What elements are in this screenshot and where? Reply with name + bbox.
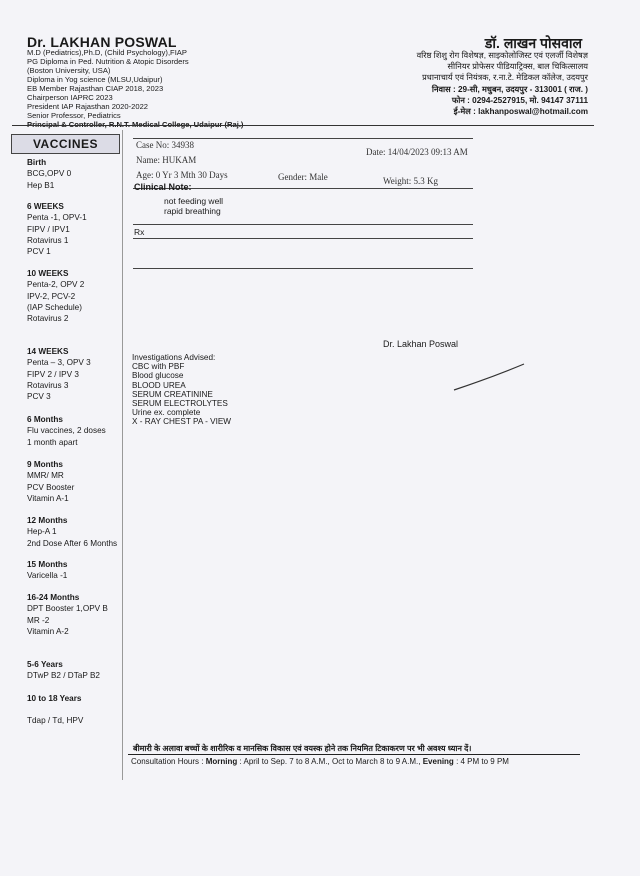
vaccine-item: Varicella -1	[27, 571, 68, 581]
hindi-details	[417, 50, 588, 117]
vaccine-heading: 6 Months	[27, 415, 63, 424]
qualification-line: Senior Professor, Pediatrics	[27, 111, 121, 120]
hindi-line: निवास : 29-सी, मधुबन, उदयपुर - 313001 ( राज. )	[431, 84, 588, 94]
vaccine-group	[27, 659, 100, 682]
vaccine-group	[27, 715, 83, 726]
clinical-note-line: not feeding well	[164, 196, 224, 206]
hindi-line: प्रधानाचार्य एवं नियंत्रक, र.ना.टे. मेडिकल कॉलेज, उदयपुर	[422, 73, 588, 83]
case-number: Case No: 34938	[136, 140, 194, 150]
vaccine-item: PCV 1	[27, 247, 51, 257]
vaccine-heading: 10 WEEKS	[27, 269, 69, 278]
qualification-line: PG Diploma in Ped. Nutrition & Atopic Disorders	[27, 57, 189, 66]
hindi-line: सीनियर प्रोफेसर पीडियाट्रिक्स, बाल चिकित्सालय	[447, 62, 588, 72]
form-line	[133, 268, 473, 269]
hindi-line: वरिष्ठ शिशु रोग विशेषज्ञ, साइकोलोजिस्ट एवं एलर्जी विशेषज्ञ	[416, 51, 588, 60]
vaccine-item: BCG,OPV 0	[27, 169, 72, 179]
vaccine-item: MR -2	[27, 615, 50, 625]
vaccine-item: Penta – 3, OPV 3	[27, 358, 91, 368]
patient-name: Name: HUKAM	[136, 155, 197, 165]
rx-label: Rx	[134, 227, 145, 237]
qualification-line: EB Member Rajasthan CIAP 2018, 2023	[27, 84, 164, 93]
vaccine-item: Rotavirus 3	[27, 380, 69, 390]
footer-hindi-note: बीमारी के अलावा बच्चों के शारीरिक व मानसिक विकास एवं वयस्क होने तक नियमित टिकाकरण पर भी अवश्य ध्यान दें।	[133, 744, 472, 753]
vaccine-group	[27, 693, 81, 704]
vaccine-item: Flu vaccines, 2 doses	[27, 426, 106, 436]
investigation-item: Urine ex. complete	[132, 408, 201, 418]
vaccine-heading: 6 WEEKS	[27, 202, 64, 211]
vaccine-group	[27, 515, 117, 549]
investigation-item: Blood glucose	[132, 371, 184, 381]
signature-name: Dr. Lakhan Poswal	[383, 339, 459, 349]
vaccine-heading: Birth	[27, 158, 47, 167]
vaccine-heading: 5-6 Years	[27, 660, 63, 669]
vaccine-item: Vitamin A-1	[27, 493, 69, 503]
morning-label: Morning	[205, 757, 238, 766]
vaccine-heading: 12 Months	[27, 516, 68, 525]
morning-hours: : April to Sep. 7 to 8 A.M., Oct to March 8 to 9 A.M.,	[239, 757, 421, 766]
form-line	[133, 238, 473, 239]
vaccine-item: Rotavirus 2	[27, 314, 69, 324]
vaccine-group	[27, 268, 84, 324]
patient-age: Age: 0 Yr 3 Mth 30 Days	[136, 170, 228, 180]
patient-gender: Gender: Male	[278, 172, 328, 182]
investigation-item: SERUM CREATININE	[132, 389, 213, 399]
evening-hours: : 4 PM to 9 PM	[456, 757, 509, 766]
vaccine-item: (IAP Schedule)	[27, 302, 82, 312]
evening-label: Evening	[422, 757, 454, 766]
investigation-item: SERUM ELECTROLYTES	[132, 399, 228, 409]
consultation-hours	[131, 757, 509, 766]
vaccine-group	[27, 157, 71, 191]
vaccine-item: Hep B1	[27, 180, 55, 190]
vaccine-column-divider	[122, 130, 123, 780]
form-line	[133, 224, 473, 225]
vaccine-heading: 9 Months	[27, 460, 63, 469]
doctor-name-hindi: डॉ. लाखन पोसवाल	[484, 35, 582, 51]
form-line	[133, 138, 473, 139]
vaccine-heading: 14 WEEKS	[27, 347, 69, 356]
vaccine-item: Rotavirus 1	[27, 235, 69, 245]
vaccine-heading: 16-24 Months	[27, 593, 80, 602]
qualification-line: (Boston University, USA)	[27, 66, 111, 75]
patient-weight: Weight: 5.3 Kg	[383, 176, 439, 186]
vaccine-item: DTwP B2 / DTaP B2	[27, 671, 100, 681]
vaccine-group	[27, 559, 68, 582]
header-divider	[12, 125, 594, 126]
vaccine-heading: 10 to 18 Years	[27, 694, 82, 703]
vaccine-group	[27, 201, 87, 257]
vaccine-item: Hep-A 1	[27, 527, 57, 537]
qualification-line: Diploma in Yog science (MLSU,Udaipur)	[27, 75, 163, 84]
vaccine-item: Penta -1, OPV-1	[27, 213, 87, 223]
vaccine-item: FIPV 2 / IPV 3	[27, 369, 79, 379]
consult-label: Consultation Hours :	[131, 757, 204, 766]
vaccine-item: MMR/ MR	[27, 471, 64, 481]
visit-date: Date: 14/04/2023 09:13 AM	[366, 147, 468, 157]
footer-divider	[128, 754, 580, 755]
investigation-item: X - RAY CHEST PA - VIEW	[132, 417, 232, 427]
vaccines-title: VACCINES	[11, 134, 120, 154]
qualification-line: President IAP Rajasthan 2020-2022	[27, 102, 149, 111]
vaccine-group	[27, 459, 74, 504]
vaccine-group	[27, 414, 106, 448]
vaccine-item: DPT Booster 1,OPV B	[27, 604, 108, 614]
investigations-label: Investigations Advised:	[132, 353, 216, 362]
clinical-note	[164, 196, 223, 216]
hindi-line: फोन : 0294-2527915, मो. 94147 37111	[451, 95, 588, 105]
clinical-note-line: rapid breathing	[164, 206, 221, 216]
vaccine-item: PCV Booster	[27, 482, 75, 492]
investigation-item: CBC with PBF	[132, 362, 185, 372]
vaccine-group	[27, 346, 91, 402]
vaccine-heading: 15 Months	[27, 560, 68, 569]
doctor-name: Dr. LAKHAN POSWAL	[27, 34, 177, 50]
vaccine-item: Penta-2, OPV 2	[27, 280, 85, 290]
qualifications	[27, 48, 243, 129]
qualification-line: Chairperson IAPRC 2023	[27, 93, 113, 102]
vaccine-item: PCV 3	[27, 392, 51, 402]
hindi-line: ई-मेल : lakhanposwal@hotmail.com	[453, 107, 588, 117]
vaccine-item: 2nd Dose After 6 Months	[27, 538, 118, 548]
signature-stroke	[448, 360, 528, 396]
vaccine-item: Vitamin A-2	[27, 626, 69, 636]
vaccine-item: Tdap / Td, HPV	[27, 716, 84, 725]
vaccine-group	[27, 592, 108, 637]
vaccine-item: 1 month apart	[27, 437, 78, 447]
vaccine-item: IPV-2, PCV-2	[27, 291, 76, 301]
vaccine-item: FIPV / IPV1	[27, 224, 70, 234]
investigations	[132, 353, 231, 427]
investigation-item: BLOOD UREA	[132, 380, 186, 390]
qualification-line: M.D (Pediatrics),Ph.D, (Child Psychology),FIAP	[27, 48, 187, 57]
clinical-note-label: Clinical Note:	[134, 182, 192, 192]
